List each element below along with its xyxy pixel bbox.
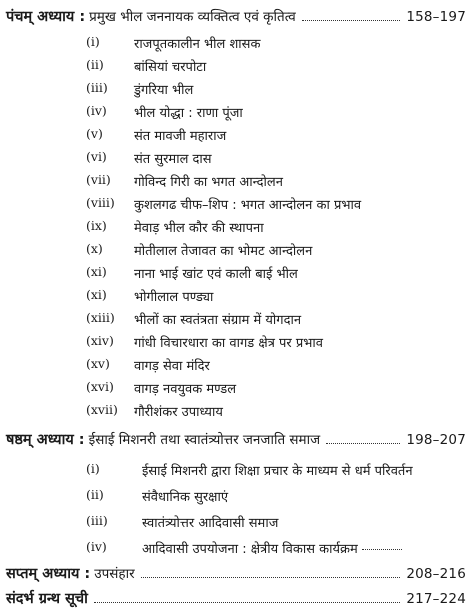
item-number: (xiii) [86,310,115,325]
item-text-value: आदिवासी उपयोजना : क्षेत्रीय विकास कार्यक्रम [142,542,358,557]
list-item[interactable] [86,57,207,79]
list-item[interactable] [86,287,214,309]
list-item[interactable] [86,513,279,535]
list-item[interactable] [86,126,227,148]
chapter-5-pages: 158–197 [406,9,466,25]
list-item[interactable] [86,379,237,401]
list-item[interactable] [86,310,302,332]
item-number: (iii) [86,513,108,528]
item-number: (iii) [86,80,108,95]
list-item[interactable] [86,241,313,263]
list-item[interactable] [86,195,362,217]
item-number: (vii) [86,172,111,187]
dot-leader [302,19,401,21]
item-text: संत सुरमाल दास [134,152,212,167]
dot-leader [362,549,402,550]
item-text: वागड़ नवयुवक मण्डल [134,382,237,397]
list-item[interactable] [86,103,243,125]
list-item[interactable] [86,264,298,286]
list-item[interactable] [86,356,210,378]
dot-leader [326,442,400,444]
chapter-6-row[interactable] [6,429,466,451]
item-text: गोविन्द गिरी का भगत आन्दोलन [134,175,283,190]
item-text [142,539,402,557]
item-number: (xi) [86,264,107,279]
item-text: बांसियां चरपोटा [134,60,207,75]
item-number: (iv) [86,103,107,118]
item-text: गौरीशंकर उपाध्याय [134,405,223,420]
bibliography-label: संदर्भ ग्रन्थ सूची [6,591,88,607]
item-text: कुशलगढ चीफ–शिप : भगत आन्दोलन का प्रभाव [134,198,362,213]
item-text: भोगीलाल पण्ड्या [134,290,214,305]
item-number: (xiv) [86,333,114,348]
item-number: (xvii) [86,402,118,417]
chapter-6-pages: 198–207 [406,432,466,448]
item-number: (i) [86,34,100,49]
item-number: (xi) [86,287,107,302]
bibliography-row[interactable] [6,588,466,610]
item-text: संत मावजी महाराज [134,129,227,144]
list-item[interactable] [86,172,283,194]
list-item[interactable] [86,402,223,424]
chapter-7-pages: 208–216 [406,566,466,582]
list-item[interactable] [86,34,261,56]
item-text: स्वातंत्र्योत्तर आदिवासी समाज [142,516,279,531]
item-number: (ii) [86,487,104,502]
item-text: ईसाई मिशनरी द्वारा शिक्षा प्रचार के माध्यम से धर्म परिवर्तन [142,464,413,479]
chapter-6-title: ईसाई मिशनरी तथा स्वातंत्र्योत्तर जनजाति समाज [88,432,321,448]
item-number: (xv) [86,356,110,371]
list-item[interactable] [86,539,358,561]
item-number: (v) [86,126,103,141]
chapter-5-label: पंचम् अध्याय : [6,9,86,25]
item-number: (vi) [86,149,107,164]
item-number: (xvi) [86,379,114,394]
chapter-5-title: प्रमुख भील जननायक व्यक्तित्व एवं कृतित्व [89,9,296,25]
dot-leader [94,601,400,603]
chapter-5-row[interactable] [6,6,466,28]
list-item[interactable] [86,80,194,102]
item-text: गांधी विचारधारा का वागड क्षेत्र पर प्रभाव [134,336,323,351]
item-number: (i) [86,461,100,476]
item-text: मोतीलाल तेजावत का भोमट आन्दोलन [134,244,313,259]
item-number: (ix) [86,218,107,233]
item-text: नाना भाई खांट एवं काली बाई भील [134,267,298,282]
dot-leader [141,576,401,578]
item-text: डुंगरिया भील [134,83,194,98]
item-text: संवैधानिक सुरक्षाएं [142,490,229,505]
item-number: (viii) [86,195,115,210]
item-text: भील योद्धा : राणा पूंजा [134,106,243,121]
item-text: मेवाड़ भील कौर की स्थापना [134,221,264,236]
list-item[interactable] [86,149,212,171]
list-item[interactable] [86,461,413,483]
item-number: (ii) [86,57,104,72]
chapter-7-row[interactable] [6,563,466,585]
item-text: वागड़ सेवा मंदिर [134,359,210,374]
list-item[interactable] [86,218,264,240]
item-number: (x) [86,241,103,256]
chapter-7-label: सप्तम् अध्याय : [6,566,91,582]
item-number: (iv) [86,539,107,554]
list-item[interactable] [86,487,229,509]
chapter-6-label: षष्ठम् अध्याय : [6,432,85,448]
bibliography-pages: 217–224 [406,591,466,607]
list-item[interactable] [86,333,323,355]
chapter-7-title: उपसंहार [94,566,135,582]
item-text: राजपूतकालीन भील शासक [134,37,261,52]
item-text: भीलों का स्वतंत्रता संग्राम में योगदान [134,313,302,328]
